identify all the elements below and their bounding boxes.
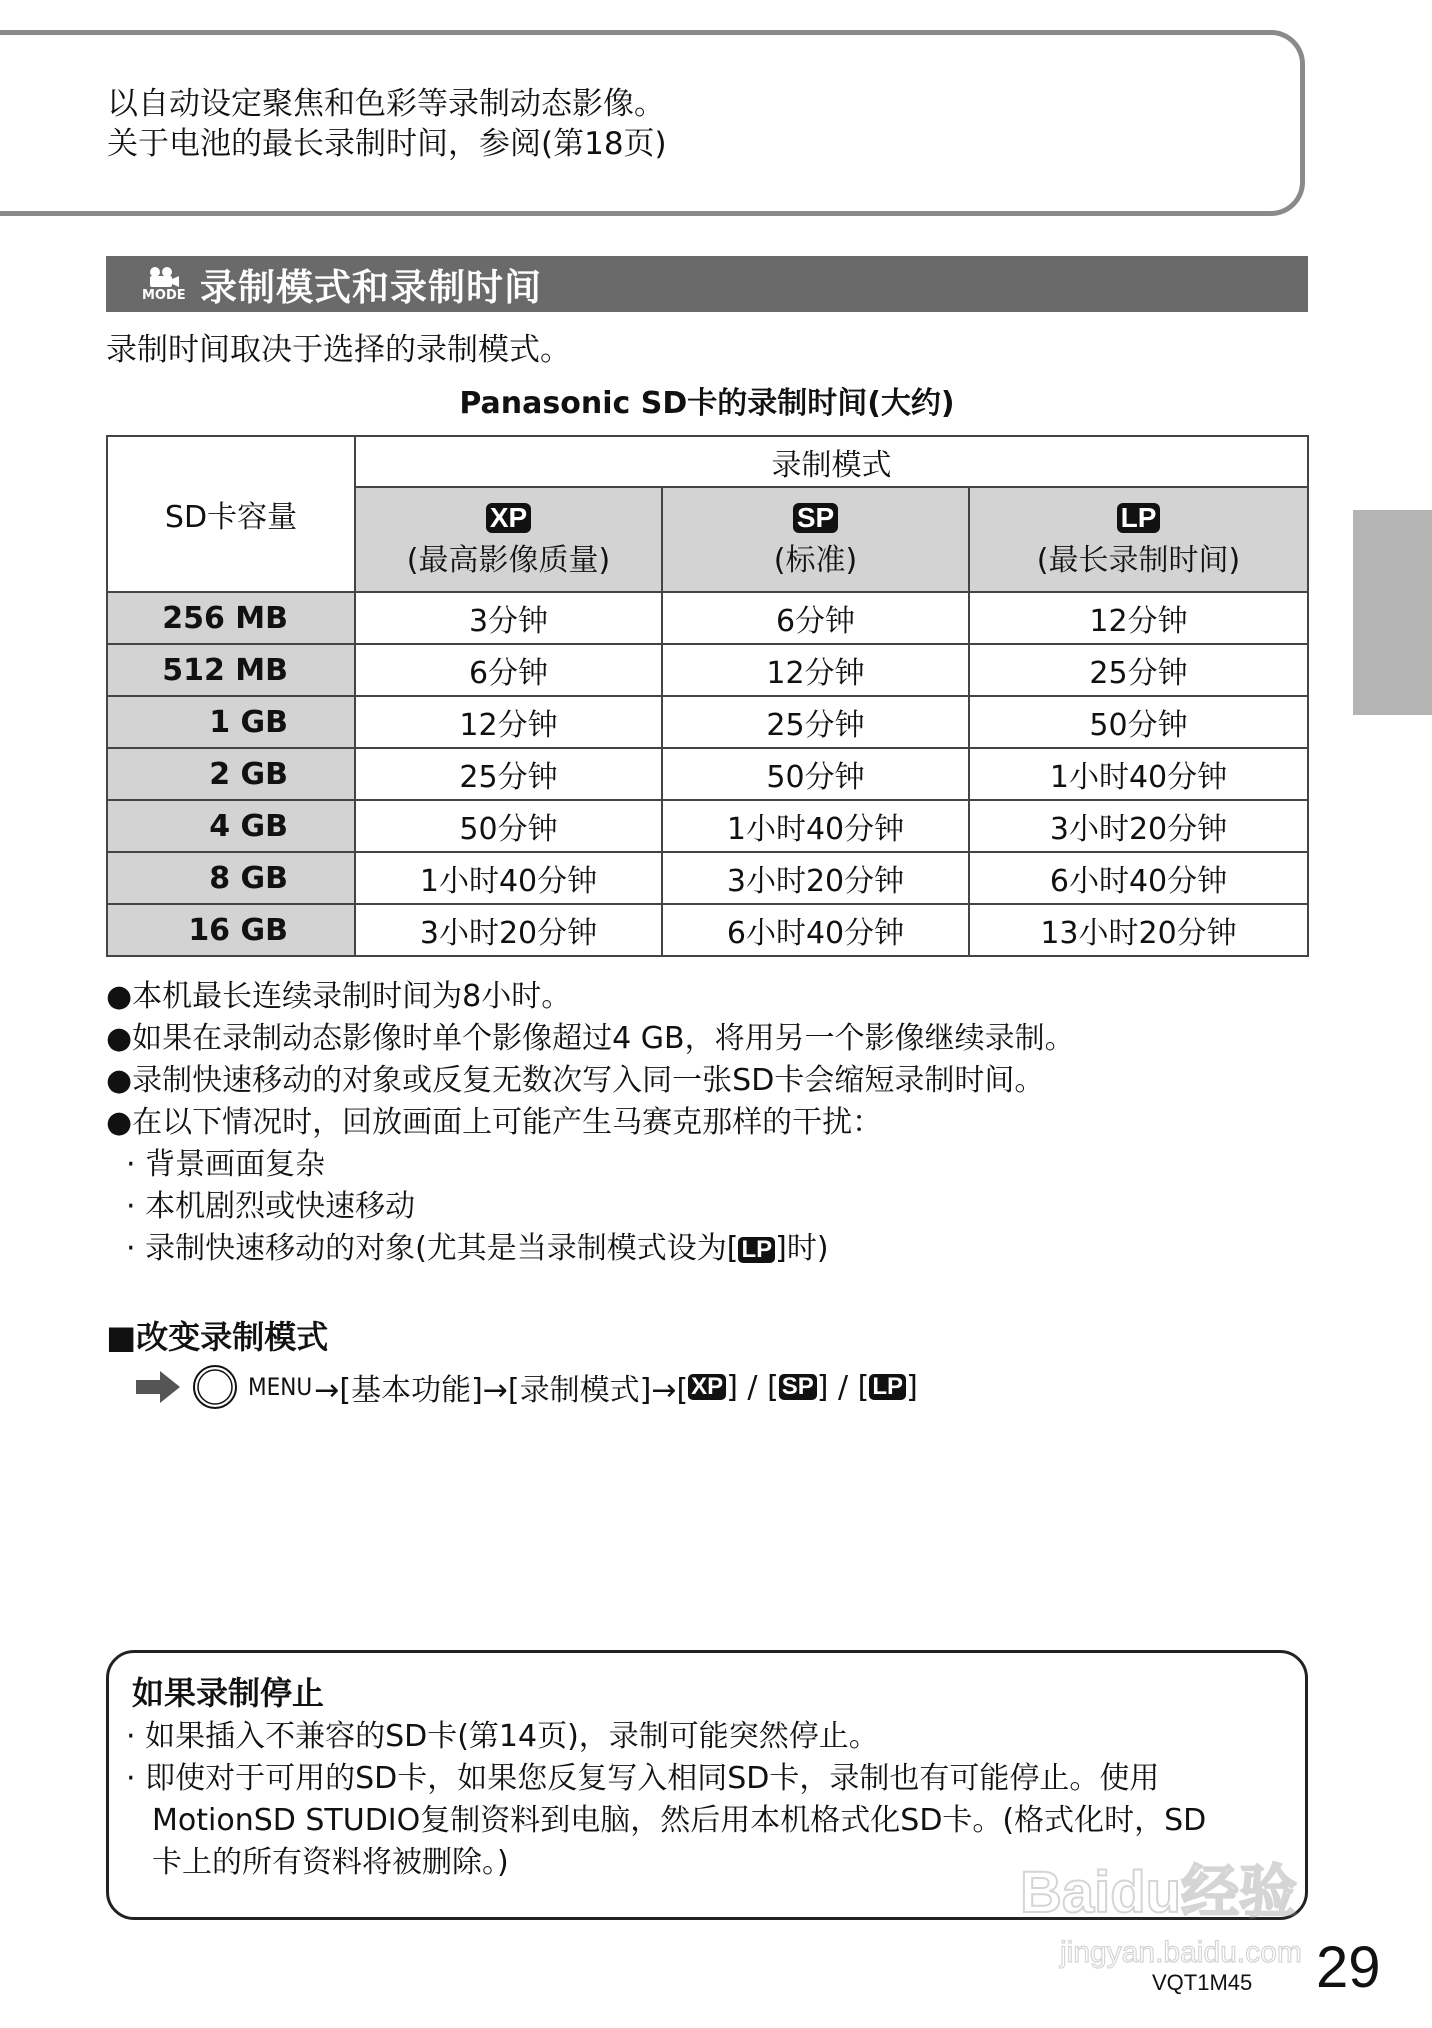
xp-badge-icon: XP: [486, 503, 531, 533]
menu-label: MENU: [248, 1373, 313, 1401]
sub-note-1: · 背景画面复杂: [126, 1147, 326, 1182]
lp-time-cell: 13小时20分钟: [969, 904, 1308, 956]
menu-sep-2: ] / [: [816, 1369, 870, 1405]
sp-time-cell: 25分钟: [662, 696, 969, 748]
movie-mode-icon: [142, 262, 188, 306]
section-title: 录制模式和录制时间: [200, 266, 542, 309]
table-row: [107, 904, 1308, 956]
capacity-cell: 16 GB: [107, 904, 355, 956]
note-1: ●本机最长连续录制时间为8小时。: [106, 979, 572, 1014]
sub-note-3-suffix: ]时): [775, 1231, 829, 1266]
mode-col-sp: [662, 487, 969, 592]
capacity-cell: 2 GB: [107, 748, 355, 800]
table-title: Panasonic SD卡的录制时间(大约): [459, 386, 955, 421]
table-row: [107, 852, 1308, 904]
stop-line-4: 卡上的所有资料将被删除。): [152, 1845, 509, 1880]
note-3: ●录制快速移动的对象或反复无数次写入同一张SD卡会缩短录制时间。: [106, 1063, 1045, 1098]
sp-time-cell: 50分钟: [662, 748, 969, 800]
sp-badge-icon: SP: [793, 503, 838, 533]
menu-path: [136, 1362, 918, 1412]
intro-line-2: 关于电池的最长录制时间，参阅(第18页): [107, 126, 667, 162]
xp-time-cell: 25分钟: [355, 748, 662, 800]
mode-col-lp: [969, 487, 1308, 592]
capacity-cell: 512 MB: [107, 644, 355, 696]
table-row: [107, 696, 1308, 748]
menu-sep-1: ] / [: [726, 1369, 779, 1405]
menu-path-text: →[基本功能]→[录制模式]→[: [314, 1373, 689, 1408]
section-header: [106, 256, 1308, 312]
capacity-cell: 8 GB: [107, 852, 355, 904]
lp-badge-icon: LP: [869, 1374, 906, 1400]
lp-badge-icon: LP: [738, 1237, 775, 1263]
watermark-brand: Baidu经验: [1020, 1860, 1298, 1925]
lp-time-cell: 12分钟: [969, 592, 1308, 644]
note-2: ●如果在录制动态影像时单个影像超过4 GB，将用另一个影像继续录制。: [106, 1021, 1075, 1056]
baidu-watermark-logo: [1010, 1840, 1350, 1980]
table-row: [107, 592, 1308, 644]
capacity-cell: 1 GB: [107, 696, 355, 748]
lp-time-cell: 50分钟: [969, 696, 1308, 748]
stop-line-2: · 即使对于可用的SD卡，如果您反复写入相同SD卡，录制也有可能停止。使用: [126, 1761, 1160, 1796]
capacity-header: SD卡容量: [107, 436, 355, 592]
table-row: [107, 748, 1308, 800]
capacity-cell: 256 MB: [107, 592, 355, 644]
capacity-cell: 4 GB: [107, 800, 355, 852]
lp-time-cell: 1小时40分钟: [969, 748, 1308, 800]
mode-desc-sp: (标准): [773, 543, 858, 578]
subtitle: 录制时间取决于选择的录制模式。: [106, 332, 571, 368]
mode-desc-xp: (最高影像质量): [406, 543, 611, 578]
xp-time-cell: 1小时40分钟: [355, 852, 662, 904]
recording-time-table: [106, 435, 1309, 957]
stop-line-3: MotionSD STUDIO复制资料到电脑，然后用本机格式化SD卡。(格式化时，SD: [152, 1803, 1207, 1838]
table-row: [107, 800, 1308, 852]
note-4: ●在以下情况时，回放画面上可能产生马赛克那样的干扰：: [106, 1105, 883, 1140]
stop-box-title: 如果录制停止: [132, 1674, 325, 1712]
lp-time-cell: 6小时40分钟: [969, 852, 1308, 904]
sp-time-cell: 3小时20分钟: [662, 852, 969, 904]
sp-badge-icon: SP: [779, 1374, 817, 1400]
intro-line-1: 以自动设定聚焦和色彩等录制动态影像。: [107, 86, 665, 122]
mode-header: 录制模式: [355, 436, 1308, 487]
dial-button-icon: [192, 1364, 238, 1410]
sub-note-3: [126, 1228, 829, 1270]
xp-time-cell: 3小时20分钟: [355, 904, 662, 956]
stop-line-1: · 如果插入不兼容的SD卡(第14页)，录制可能突然停止。: [126, 1719, 879, 1754]
lp-badge-icon: LP: [1117, 503, 1161, 533]
table-row: [107, 644, 1308, 696]
xp-time-cell: 50分钟: [355, 800, 662, 852]
sp-time-cell: 12分钟: [662, 644, 969, 696]
sub-note-2: · 本机剧烈或快速移动: [126, 1189, 416, 1224]
menu-end: ]: [906, 1369, 918, 1405]
mode-icon-label: MODE: [142, 288, 186, 303]
page-number: 29: [1316, 1935, 1381, 2000]
xp-time-cell: 3分钟: [355, 592, 662, 644]
xp-time-cell: 6分钟: [355, 644, 662, 696]
document-code: VQT1M45: [1152, 1970, 1253, 1995]
sp-time-cell: 6分钟: [662, 592, 969, 644]
xp-badge-icon: XP: [688, 1374, 726, 1400]
mode-desc-lp: (最长录制时间): [1036, 543, 1241, 578]
lp-time-cell: 3小时20分钟: [969, 800, 1308, 852]
change-mode-title: ■改变录制模式: [106, 1318, 329, 1356]
sp-time-cell: 6小时40分钟: [662, 904, 969, 956]
sub-note-3-prefix: · 录制快速移动的对象(尤其是当录制模式设为[: [126, 1231, 739, 1266]
lp-time-cell: 25分钟: [969, 644, 1308, 696]
arrow-right-icon: [136, 1371, 182, 1403]
watermark-url: jingyan.baidu.com: [1060, 1936, 1302, 1969]
side-tab: [1353, 510, 1432, 715]
xp-time-cell: 12分钟: [355, 696, 662, 748]
mode-col-xp: [355, 487, 662, 592]
sp-time-cell: 1小时40分钟: [662, 800, 969, 852]
